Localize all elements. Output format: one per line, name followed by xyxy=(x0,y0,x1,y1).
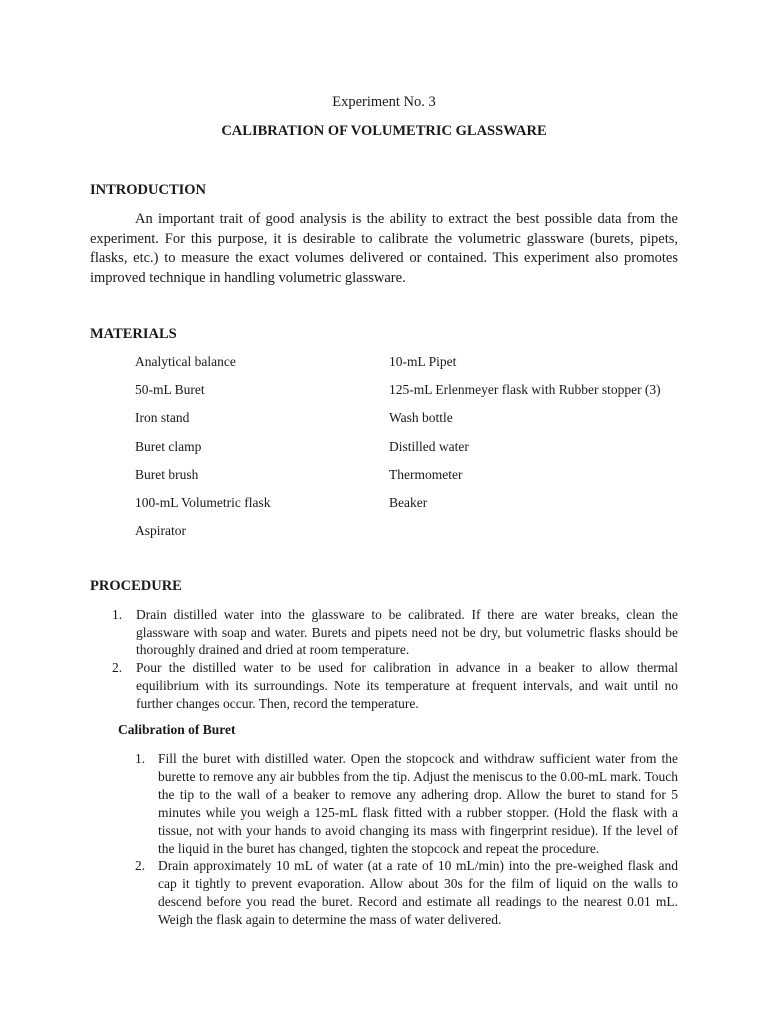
material-item: Wash bottle xyxy=(389,410,453,426)
buret-step xyxy=(112,857,678,929)
procedure-step xyxy=(90,659,678,712)
buret-step xyxy=(112,750,678,857)
material-item: 50-mL Buret xyxy=(135,382,205,398)
material-item: Beaker xyxy=(389,494,428,510)
procedure-heading: PROCEDURE xyxy=(90,578,182,594)
buret-procedure-list xyxy=(112,750,678,929)
introduction-paragraph: An important trait of good analysis is the ability to extract the best possible data from the experiment. For this purpose, it is desirable to calibrate the volumetric glassware (burets, pipets, flasks, etc.) to measure the exact volumes delivered or contained. This experiment also promotes improved technique in handling volumetric glassware. xyxy=(90,211,678,287)
material-item: 10-mL Pipet xyxy=(389,354,457,369)
step-text: Drain approximately 10 mL of water (at a rate of 10 mL/min) into the pre-weighed flask and cap it tightly to prevent evaporation. Allow about 30s for the film of liquid on the walls to descend before you read the buret. Record and estimate all readings to the nearest 0.01 mL. Weigh the flask again to determine the mass of water delivered. xyxy=(158,858,678,928)
step-number: 1. xyxy=(135,751,146,766)
step-text: Fill the buret with distilled water. Open the stopcock and withdraw sufficient water from the burette to remove any air bubbles from the tip. Adjust the meniscus to the 0.00-mL mark. Touch the tip to the wall of a beaker to remove any adhering drop. Allow the buret to stand for 5 minutes while you weigh a 125-mL flask fitted with a rubber stopper. (Hold the flask with a tissue, not with your hands to avoid changing its mass with fingerprint residue). If the level of the liquid in the buret has changed, tighten the stopcock and repeat the procedure. xyxy=(158,751,678,856)
material-item: Iron stand xyxy=(135,410,190,426)
material-item: 100-mL Volumetric flask xyxy=(135,494,271,510)
procedure-step xyxy=(90,606,678,659)
material-item: 125-mL Erlenmeyer flask with Rubber stopper (3) xyxy=(389,382,661,398)
step-text: Drain distilled water into the glassware to be calibrated. If there are water breaks, clean the glassware with soap and water. Burets and pipets need not be dry, but volumetric flasks should be thoroughly drained and dried at room temperature. xyxy=(136,607,678,658)
materials-list-left xyxy=(135,352,270,549)
step-number: 2. xyxy=(135,858,146,874)
experiment-number: Experiment No. 3 xyxy=(332,94,436,110)
step-number: 1. xyxy=(112,607,123,622)
document-title: CALIBRATION OF VOLUMETRIC GLASSWARE xyxy=(221,123,547,139)
step-number: 2. xyxy=(112,660,123,676)
step-text: Pour the distilled water to be used for calibration in advance in a beaker to allow thermal equilibrium with its surroundings. Note its temperature at frequent intervals, and wait until no further changes occur. Then, record the temperature. xyxy=(136,660,678,711)
material-item: Aspirator xyxy=(135,523,186,539)
procedure-list xyxy=(90,606,678,712)
materials-heading: MATERIALS xyxy=(90,326,177,342)
materials-list-right xyxy=(389,352,661,521)
material-item: Thermometer xyxy=(389,466,463,482)
material-item: Analytical balance xyxy=(135,354,236,369)
material-item: Buret brush xyxy=(135,466,199,482)
buret-calibration-heading: Calibration of Buret xyxy=(118,722,236,737)
material-item: Distilled water xyxy=(389,438,469,454)
material-item: Buret clamp xyxy=(135,438,202,454)
introduction-heading: INTRODUCTION xyxy=(90,182,207,198)
